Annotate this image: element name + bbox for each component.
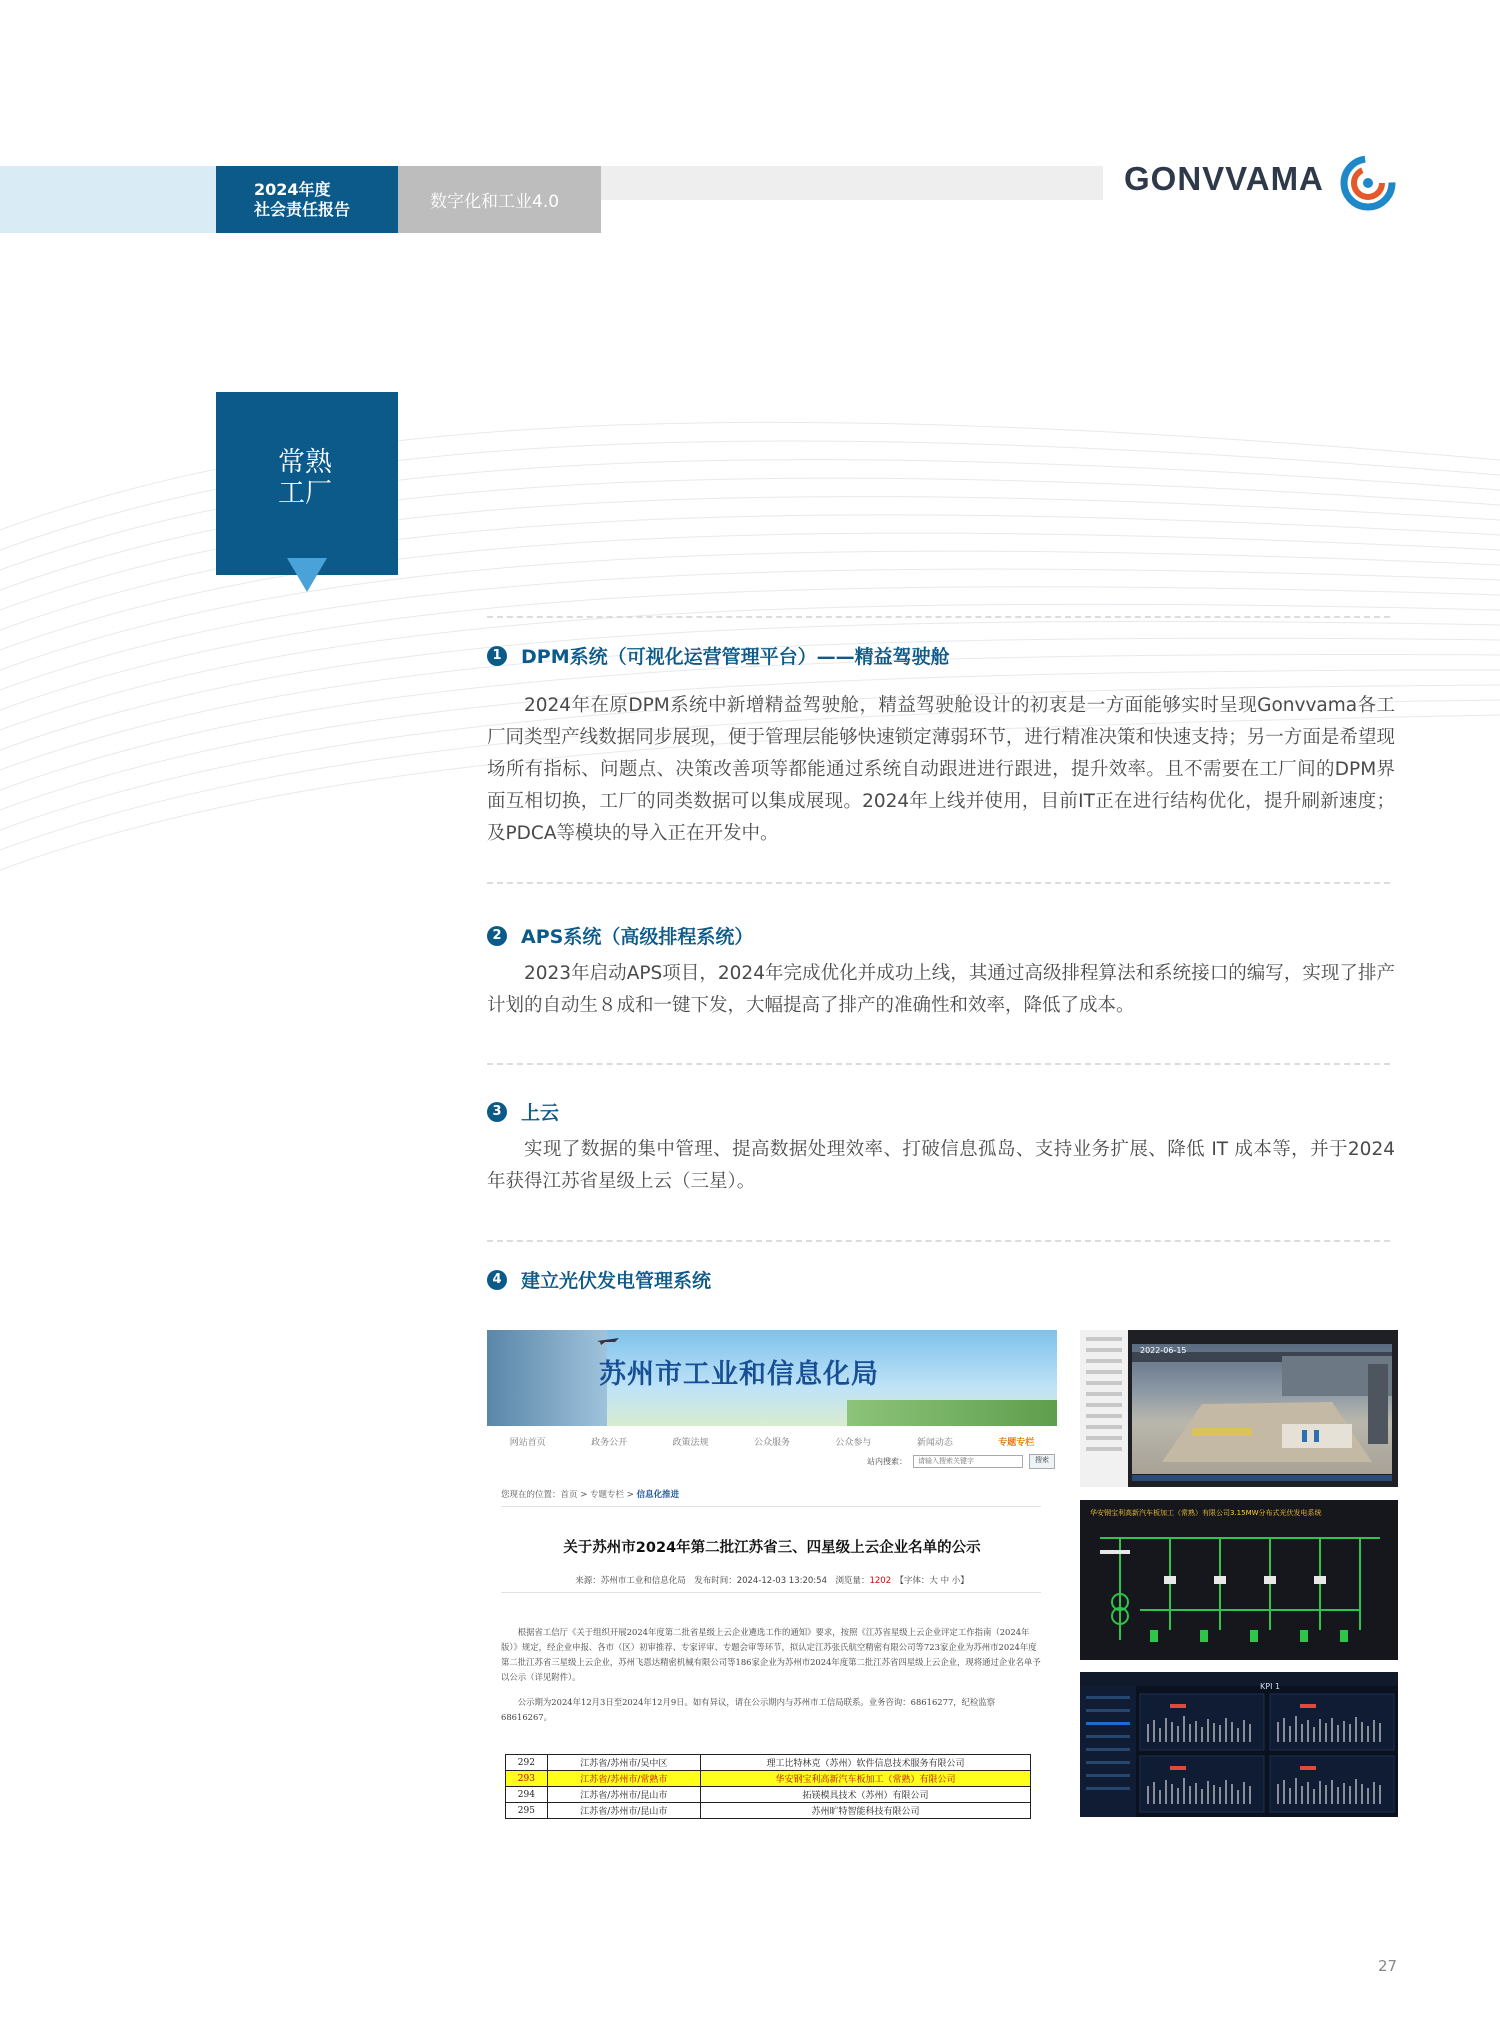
section-heading bbox=[487, 922, 753, 949]
table-cell-region: 江苏省/苏州市/昆山市 bbox=[547, 1787, 700, 1803]
dashboard-sidebar bbox=[1080, 1686, 1136, 1817]
article-meta-source: 来源：苏州市工业和信息化局 发布时间：2024-12-03 13:20:54 浏览量： bbox=[575, 1576, 870, 1586]
table-cell-company: 拓镁模具技术（苏州）有限公司 bbox=[700, 1787, 1030, 1803]
divider bbox=[487, 616, 1390, 618]
nav-item[interactable]: 政策法规 bbox=[672, 1437, 709, 1448]
city-skyline-graphic bbox=[487, 1330, 607, 1426]
breadcrumb-path: 您现在的位置：首页 > 专题专栏 > bbox=[501, 1490, 637, 1500]
factory-block bbox=[216, 392, 398, 575]
header-accent-strip bbox=[0, 166, 216, 233]
nav-item[interactable]: 公众参与 bbox=[835, 1437, 872, 1448]
dashboard-charts bbox=[1140, 1694, 1396, 1814]
number-badge: 4 bbox=[487, 1270, 507, 1290]
single-line-diagram bbox=[1080, 1520, 1398, 1660]
header-grey-strip bbox=[601, 166, 1103, 200]
section-body: 2024年在原DPM系统中新增精益驾驶舱，精益驾驶舱设计的初衷是一方面能够实时呈现Gonvvama各工厂同类型产线数据同步展现，便于管理层能够快速锁定薄弱环节，进行精准决策和快速支持；另一方面是希望现场所有指标、问题点、决策改善项等都能通过系统自动跟进进行跟进，提升效率。且不需要在工厂间的DPM界面互相切换，工厂的同类数据可以集成展现。2024年上线并使用，目前IT正在进行结构优化，提升刷新速度；及PDCA等模块的导入正在开发中。 bbox=[487, 695, 1395, 844]
divider bbox=[501, 1592, 1041, 1593]
divider bbox=[487, 1063, 1390, 1065]
gov-site-title: 苏州市工业和信息化局 bbox=[599, 1359, 879, 1390]
gov-notice-screenshot bbox=[487, 1330, 1057, 1817]
section-title: 建立光伏发电管理系统 bbox=[521, 1270, 712, 1292]
nav-item[interactable]: 新闻动态 bbox=[916, 1437, 953, 1448]
article-paragraph: 根据省工信厅《关于组织开展2024年度第二批省星级上云企业遴选工作的通知》要求，按照《江苏省星级上云企业评定工作指南（2024年版）》规定，经企业申报、各市（区）初审推荐、专家评审、专题会审等环节，拟认定江苏张氏航空精密有限公司等723家企业为苏州市2024年度第二批江苏省三星级上云企业，苏州飞恩达精密机械有限公司等186家企业为苏州市2024年度第二批江苏省四星级上云企业，现将通过企业名单予以公示（详见附件）。 bbox=[501, 1627, 1041, 1682]
enterprise-list-table bbox=[505, 1754, 1031, 1819]
table-cell-company: 苏州旷特智能科技有限公司 bbox=[700, 1803, 1030, 1819]
diagram-title: 华安钢宝利高新汽车板加工（常熟）有限公司3.15MW分布式光伏发电系统 bbox=[1090, 1509, 1322, 1517]
divider bbox=[487, 882, 1390, 884]
report-year: 2024年度 bbox=[254, 179, 331, 199]
nav-item[interactable]: 公众服务 bbox=[753, 1437, 790, 1448]
factory-name-line1: 常熟 bbox=[278, 447, 332, 478]
breadcrumb-current: 信息化推进 bbox=[636, 1490, 680, 1500]
factory-name-line2: 工厂 bbox=[278, 478, 332, 509]
table-cell-region: 江苏省/苏州市/吴中区 bbox=[547, 1755, 700, 1771]
section-title: 上云 bbox=[521, 1102, 560, 1124]
pv-camera-monitor-screenshot bbox=[1080, 1330, 1398, 1487]
table-row bbox=[506, 1803, 1031, 1819]
search-button[interactable]: 搜索 bbox=[1029, 1454, 1055, 1469]
article-title: 关于苏州市2024年第二批江苏省三、四星级上云企业名单的公示 bbox=[563, 1540, 981, 1556]
font-size-switch[interactable]: 【字体：大 中 小】 bbox=[899, 1576, 969, 1586]
table-row-highlighted bbox=[506, 1771, 1031, 1787]
camera-view bbox=[1132, 1344, 1392, 1474]
search-input[interactable]: 请输入搜索关键字 bbox=[913, 1455, 1023, 1468]
table-cell-no: 294 bbox=[506, 1787, 548, 1803]
table-cell-company: 理工比特林克（苏州）软件信息技术服务有限公司 bbox=[700, 1755, 1030, 1771]
table-row bbox=[506, 1755, 1031, 1771]
logo-wordmark: GONVVAMA bbox=[1124, 160, 1324, 197]
logo-swirl-icon bbox=[1340, 155, 1396, 211]
camera-sidebar bbox=[1080, 1330, 1128, 1487]
divider bbox=[487, 1240, 1390, 1242]
banner-greenery-graphic bbox=[847, 1400, 1057, 1426]
site-scene-image bbox=[1132, 1344, 1392, 1474]
article-meta bbox=[487, 1574, 1057, 1586]
number-badge: 1 bbox=[487, 646, 507, 666]
nav-item[interactable]: 政务公开 bbox=[591, 1437, 628, 1448]
report-year-badge bbox=[216, 166, 398, 233]
gov-site-banner bbox=[487, 1330, 1057, 1426]
nav-item[interactable]: 网站首页 bbox=[509, 1437, 546, 1448]
section-heading bbox=[487, 1266, 711, 1293]
divider bbox=[501, 1506, 1041, 1507]
dashboard-topbar bbox=[1080, 1672, 1398, 1686]
down-arrow-icon bbox=[287, 558, 327, 592]
section-title: APS系统（高级排程系统） bbox=[521, 926, 754, 948]
page-number: 27 bbox=[1378, 1957, 1398, 1975]
article-view-count: 1202 bbox=[869, 1576, 892, 1586]
table-cell-region: 江苏省/苏州市/昆山市 bbox=[547, 1803, 700, 1819]
table-cell-company: 华安钢宝利高新汽车板加工（常熟）有限公司 bbox=[700, 1771, 1030, 1787]
airplane-icon bbox=[595, 1334, 621, 1346]
camera-timeline bbox=[1132, 1475, 1392, 1481]
pv-single-line-diagram-screenshot bbox=[1080, 1500, 1398, 1660]
number-badge: 3 bbox=[487, 1102, 507, 1122]
section-body: 2023年启动APS项目，2024年完成优化并成功上线，其通过高级排程算法和系统接口的编写，实现了排产计划的自动生８成和一键下发，大幅提高了排产的准确性和效率，降低了成本。 bbox=[487, 963, 1395, 1016]
dashboard-title: KPI 1 bbox=[1260, 1682, 1281, 1691]
section-label: 数字化和工业4.0 bbox=[398, 166, 601, 233]
number-badge: 2 bbox=[487, 926, 507, 946]
section-title: DPM系统（可视化运营管理平台）——精益驾驶舱 bbox=[521, 646, 950, 668]
table-cell-region: 江苏省/苏州市/常熟市 bbox=[547, 1771, 700, 1787]
section-heading bbox=[487, 1098, 559, 1125]
camera-timestamp: 2022-06-15 bbox=[1140, 1346, 1187, 1355]
table-cell-no: 292 bbox=[506, 1755, 548, 1771]
gov-site-nav bbox=[487, 1430, 1057, 1452]
pv-energy-dashboard-screenshot bbox=[1080, 1672, 1398, 1817]
section-heading bbox=[487, 642, 950, 669]
table-row bbox=[506, 1787, 1031, 1803]
search-label: 站内搜索： bbox=[867, 1457, 907, 1466]
table-cell-no: 293 bbox=[506, 1771, 548, 1787]
report-name: 社会责任报告 bbox=[254, 199, 351, 219]
breadcrumb bbox=[501, 1488, 679, 1500]
table-cell-no: 295 bbox=[506, 1803, 548, 1819]
site-search bbox=[867, 1454, 1055, 1469]
article-paragraph: 公示期为2024年12月3日至2024年12月9日。如有异议，请在公示期内与苏州市工信局联系。业务咨询：68616277，纪检监察68616267。 bbox=[501, 1697, 996, 1722]
section-body: 实现了数据的集中管理、提高数据处理效率、打破信息孤岛、支持业务扩展、降低 IT 成本等，并于2024年获得江苏省星级上云（三星）。 bbox=[487, 1139, 1395, 1192]
nav-item-active[interactable]: 专题专栏 bbox=[998, 1437, 1035, 1448]
